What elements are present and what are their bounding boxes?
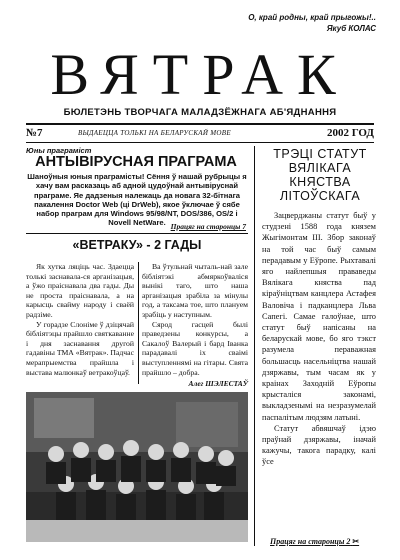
paragraph: Статут абвяшчаў iдэю праўнай дзяржавы, iначай кажучы, такога парадку, калi ўсе xyxy=(262,423,376,467)
newspaper-title: ВЯТРАК xyxy=(50,42,350,107)
masthead-rule-bottom xyxy=(26,142,374,143)
issue-year: 2002 ГОД xyxy=(326,127,374,139)
antivirus-headline: АНТЫВІРУСНАЯ ПРАГРАМА xyxy=(35,154,237,170)
vetraku-column-1 xyxy=(26,262,134,377)
right-article-continued[interactable] xyxy=(270,537,359,546)
headline-line: ЛІТОЎСКАГА xyxy=(279,189,361,203)
epigraph xyxy=(248,12,376,34)
antivirus-lead: Шаноўныя юныя праграмісты! Сёння ў нашай рубрыцы я хачу вам расказаць аб адной цудоўнай антывіруснай праграме. Яе дадзеныя належаць да новага 32-бітнага пакалення Doctor Web (ці DrWeb), якое ўключае ў сябе набор праграм для Windows 95/98/NT, DOS/386, OS/2 і Novell NetWare. xyxy=(27,172,247,228)
antivirus-continued[interactable]: Працяг на старонцы 7 xyxy=(170,222,246,231)
newspaper-subtitle: БЮЛЕТЭНЬ ТВОРЧАГА МАЛАДЗЁЖНАГА АБ'ЯДНАННЯ xyxy=(63,107,337,118)
paragraph: Зацверджаны статут быў у студзенi 1588 года князем Жыгiмонтам III. Збор законаў на той час быў самым перадавым у Еўропе. Рыхтавалi яго найлепшыя прававеды Вялiкага княства пад кiраўнiцтвам канцлера Астафея Валовiча i падканцлера Льва Сапегi. Самае галоўнае, што статут быў напiсаны на беларускай мове, бо яго тэкст разумела пераважная большасць насельнiцтва нашай дзяржавы, тым часам як у краiнах Заходнiй Еўропы крысталiся законамi, выкладзенымi на незразумелай паспалiтым людзям латынi. xyxy=(262,211,376,422)
section-label: Юны праграміст xyxy=(26,146,92,155)
issue-bar xyxy=(26,127,374,141)
right-headline xyxy=(258,147,382,203)
paragraph: Як хутка ляцiць час. Здаецца толькi заснавала-ся арганiзацыя, а ўжо праiснавала два гады. Ды не проста праiснавала, а на карысць свайму народу i сваёй радзiме. xyxy=(26,262,134,319)
epigraph-author: Якуб КОЛАС xyxy=(326,24,376,33)
epigraph-quote: О, край родны, край прыгожы!.. xyxy=(248,13,376,22)
right-article-body xyxy=(262,210,376,468)
column-divider-right xyxy=(254,146,255,546)
group-photo-image xyxy=(26,392,248,542)
issue-number: №7 xyxy=(26,127,43,139)
divider xyxy=(26,233,248,234)
language-note: ВЫДАЕЦЦА ТОЛЬКІ НА БЕЛАРУСКАЙ МОВЕ xyxy=(78,129,231,137)
masthead-rule-top xyxy=(26,123,374,125)
paragraph: Ва ўтульнай чыталь-най зале бiблiятэкi абмяркоўвалiся вынiкi таго, што наша арганiзацыя зрабiла за мiнулы год, а таксама тое, што плануем зрабiць у наступным. xyxy=(142,262,248,319)
paragraph: У горадзе Слонiме ў дзiцячай бiблiятэцы прайшло святкаванне i дня заснавання другой гадавiны ТМА «Вятрак». Падчас мерапрыемства прайшла i выстава малюнкаў ветракоўцаў. xyxy=(26,319,134,377)
group-photo xyxy=(26,392,248,542)
headline-line: КНЯСТВА xyxy=(289,175,351,189)
continued-text: Працяг на старонцы 2 xyxy=(270,537,351,546)
paragraph: Сярод гасцей былi праведзены конкурсы, а Сакалоў Валерый i бард Iванка парадавалi iх сваiмi выступленнямi на гiтары. Свята прайшло – добра. xyxy=(142,319,248,377)
vetraku-column-2 xyxy=(142,262,248,377)
vetraku-author: Алег ШЭЛЕСТАЎ xyxy=(188,379,248,388)
scissors-icon: ✂ xyxy=(352,537,360,546)
column-divider xyxy=(138,262,139,384)
headline-line: ТРЭЦІ СТАТУТ xyxy=(273,147,367,161)
vetraku-headline: «ВЕТРАКУ» - 2 ГАДЫ xyxy=(72,238,202,252)
headline-line: ВЯЛІКАГА xyxy=(288,161,352,175)
